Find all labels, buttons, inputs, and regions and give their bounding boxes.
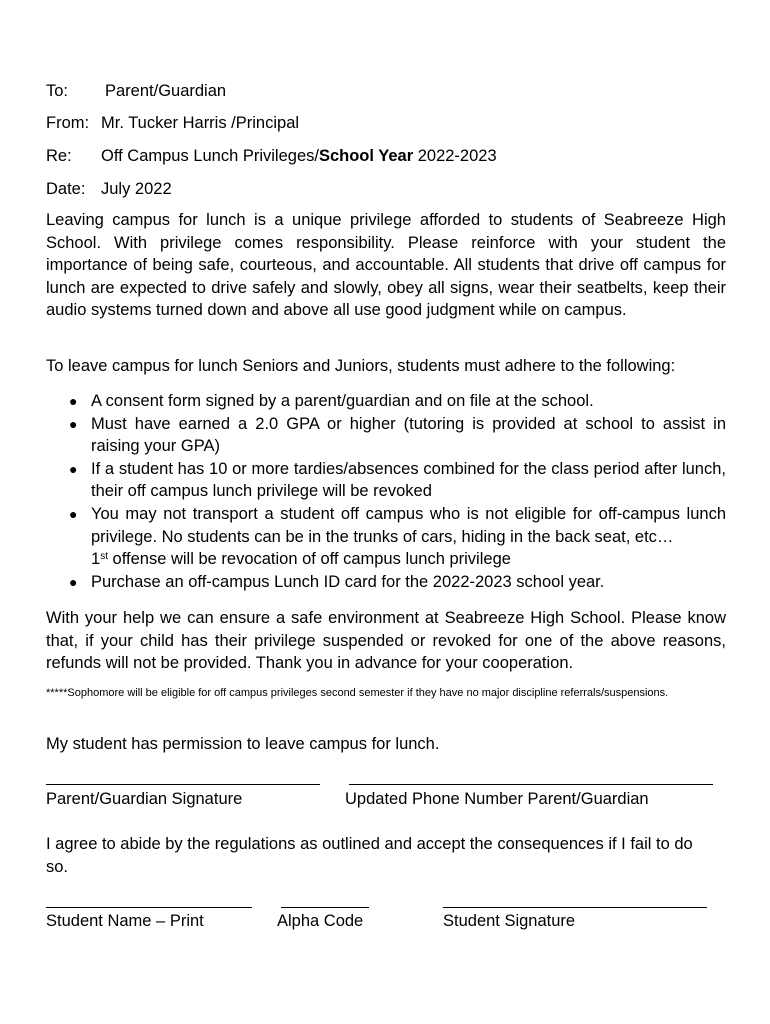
list-item-text: A consent form signed by a parent/guardian and on file at the school. bbox=[91, 392, 594, 410]
student-signature-line[interactable] bbox=[443, 907, 707, 908]
student-name-line[interactable] bbox=[46, 907, 252, 908]
list-item-text: You may not transport a student off campus who is not eligible for off-campus lunch privilege. No students can be in the trunks of cars, hiding in the back seat, etc… bbox=[91, 504, 726, 546]
list-item-text: If a student has 10 or more tardies/absences combined for the class period after lunch, their off campus lunch privilege will be revoked bbox=[91, 459, 726, 501]
phone-number-line[interactable] bbox=[349, 784, 713, 785]
header-to bbox=[46, 81, 227, 101]
header-re bbox=[46, 146, 497, 166]
parent-signature-line[interactable] bbox=[46, 784, 320, 785]
to-value: Parent/Guardian bbox=[105, 82, 227, 100]
re-value-bold: School Year bbox=[318, 147, 414, 165]
parent-signature-label: Parent/Guardian Signature bbox=[46, 790, 243, 808]
closing-paragraph: With your help we can ensure a safe environment at Seabreeze High School. Please know that, if your child has their privilege suspended or revoked for one of the above reasons, refunds will not be provided. Thank you in advance for your cooperation. bbox=[46, 609, 726, 673]
list-item-text: Purchase an off-campus Lunch ID card for the 2022-2023 school year. bbox=[91, 572, 605, 591]
intro-paragraph: Leaving campus for lunch is a unique privilege afforded to students of Seabreeze High School. With privilege comes responsibility. Please reinforce with your student the importance of being safe, courteous, and accountable. All students that drive off campus for lunch are expected to drive safely and slowly, obey all signs, wear their seatbelts, keep their audio systems turned down and above all use good judgment while on campus. bbox=[46, 211, 726, 320]
requirements-list bbox=[46, 390, 726, 593]
offense-sup: st bbox=[100, 551, 108, 563]
bullet-icon: ● bbox=[69, 460, 78, 477]
offense-number: 1 bbox=[91, 550, 101, 569]
student-signature-label: Student Signature bbox=[443, 912, 576, 930]
bullet-icon: ● bbox=[69, 415, 78, 432]
re-value-suffix: 2022-2023 bbox=[413, 147, 497, 165]
list-item-text: Must have earned a 2.0 GPA or higher (tutoring is provided at school to assist in raising your GPA) bbox=[91, 414, 726, 456]
bullet-icon: ● bbox=[69, 573, 78, 590]
bullet-icon: ● bbox=[69, 393, 78, 409]
alpha-code-label: Alpha Code bbox=[277, 912, 364, 930]
list-item bbox=[46, 458, 726, 503]
agree-text: I agree to abide by the regulations as outlined and accept the consequences if I fail to do so. bbox=[46, 835, 693, 876]
student-name-label: Student Name – Print bbox=[46, 912, 204, 930]
header-date bbox=[46, 179, 172, 199]
re-value bbox=[101, 146, 497, 166]
permission-text: My student has permission to leave campus for lunch. bbox=[46, 735, 440, 753]
from-label: From: bbox=[46, 114, 90, 132]
phone-number-label: Updated Phone Number Parent/Guardian bbox=[345, 790, 649, 808]
list-item bbox=[46, 390, 726, 413]
to-label: To: bbox=[46, 82, 69, 100]
date-label: Date: bbox=[46, 180, 86, 198]
re-label: Re: bbox=[46, 147, 72, 165]
re-value-prefix: Off Campus Lunch Privileges/ bbox=[101, 147, 319, 165]
list-item bbox=[46, 503, 726, 571]
list-item bbox=[46, 413, 726, 458]
list-item bbox=[46, 571, 726, 594]
from-value: Mr. Tucker Harris /Principal bbox=[101, 114, 300, 132]
header-from bbox=[46, 113, 300, 133]
bullet-icon: ● bbox=[69, 505, 78, 522]
requirements-intro: To leave campus for lunch Seniors and Juniors, students must adhere to the following: bbox=[46, 357, 676, 375]
date-value: July 2022 bbox=[101, 180, 172, 198]
alpha-code-line[interactable] bbox=[281, 907, 369, 908]
sophomore-note: *****Sophomore will be eligible for off campus privileges second semester if they have no major discipline referrals/suspensions. bbox=[46, 687, 669, 699]
offense-text: offense will be revocation of off campus lunch privilege bbox=[107, 550, 511, 569]
